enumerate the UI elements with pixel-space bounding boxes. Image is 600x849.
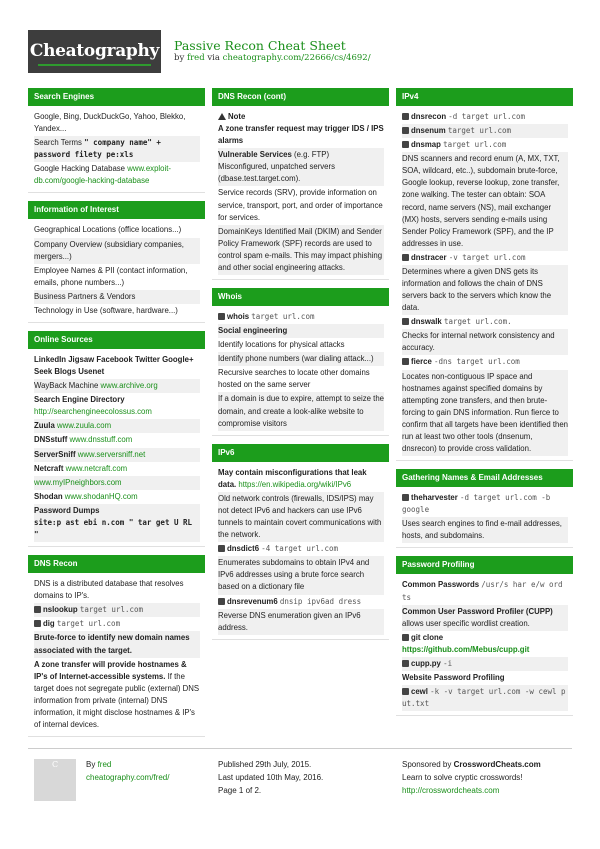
code: -4 target url.com	[261, 544, 338, 554]
list-item	[34, 448, 200, 462]
list-item: Identify locations for physical attacks	[218, 340, 345, 350]
footer-author	[86, 759, 169, 785]
list-item	[218, 595, 384, 609]
item-text: allows user specific wordlist creation.	[402, 618, 530, 628]
updated-date: Last updated 10th May, 2016.	[218, 772, 324, 782]
command: dnsenum	[411, 126, 446, 136]
header	[28, 30, 572, 80]
command: dig	[43, 619, 55, 629]
item-text: (e.g. FTP)	[294, 150, 330, 160]
item-label: Search Terms	[34, 138, 82, 148]
author-link[interactable]: fred	[186, 53, 205, 63]
item-label: WayBack Machine	[34, 381, 99, 391]
page-number: Page 1 of 2.	[218, 785, 262, 795]
shodan-link[interactable]: www.shodanHQ.com	[64, 491, 138, 501]
list-item: Business Partners & Vendors	[34, 290, 200, 304]
code: target url.com	[447, 126, 512, 136]
terminal-icon	[218, 598, 225, 605]
section-title: Password Profiling	[396, 556, 573, 574]
section-title: Gathering Names & Email Addresses	[396, 469, 573, 487]
terminal-icon	[402, 113, 409, 120]
terminal-icon	[402, 494, 409, 501]
item-label: Shodan	[34, 491, 63, 501]
list-item	[34, 433, 200, 447]
item-label: Search Engine Directory	[34, 395, 125, 405]
command: dnsmap	[411, 140, 441, 150]
command: cupp.py	[411, 658, 441, 668]
list-item	[34, 379, 200, 393]
terminal-icon	[402, 254, 409, 261]
ipv6-wiki-link[interactable]: https://en.wikipedia.org/wiki/IPv6	[238, 479, 352, 489]
section-online-sources	[28, 331, 205, 547]
list-item	[218, 148, 384, 186]
list-item	[34, 603, 200, 617]
footer-sponsor	[402, 759, 541, 797]
warning-icon	[218, 113, 226, 120]
list-item	[402, 315, 568, 329]
page-title: Passive Recon Cheat Sheet	[174, 38, 346, 53]
section-title: IPv6	[212, 444, 389, 462]
item-label: git clone	[411, 632, 444, 642]
section-title: Search Engines	[28, 88, 205, 106]
myipneighbors-link[interactable]: www.myIPneighbors.com	[34, 477, 122, 487]
list-item	[34, 136, 200, 162]
published-date: Published 29th July, 2015.	[218, 760, 312, 769]
terminal-icon	[34, 620, 41, 627]
item-label: Netcraft	[34, 463, 64, 473]
list-item: Locates non-contiguous IP space and hostnames against specified domains by attempting zone transfers, and then brute-forcing to gain DNS information. Run fierce to confirm that all targets have been identified then run at least two other tools (dnsenum, dnsrecon) to provide cross validation.	[402, 370, 568, 457]
list-item: Identify phone numbers (war dialing attack...)	[218, 352, 384, 366]
note-item	[218, 110, 384, 148]
item-label: Password Dumps	[34, 505, 100, 515]
item-label: DNSstuff	[34, 435, 68, 445]
item-label: Zuula	[34, 421, 55, 431]
terminal-icon	[402, 660, 409, 667]
footer	[28, 748, 572, 808]
list-item	[402, 355, 568, 369]
footer-author-link[interactable]: fred	[97, 760, 112, 769]
code: /usr/s har e/w ord ts	[402, 580, 563, 602]
searchengine-link[interactable]: http://searchengineecolossus.com	[34, 407, 152, 417]
item-label: Common User Password Profiler (CUPP)	[402, 606, 553, 616]
item-label: A zone transfer will provide hostnames & IP's of Internet-accessible systems.	[34, 659, 187, 681]
item-label: Vulnerable Services	[218, 150, 292, 160]
command: dnswalk	[411, 317, 442, 327]
list-item: If a domain is due to expire, attempt to seize the domain, and create a look-alike website to compromise visitors	[218, 392, 384, 430]
sponsor-name: CrosswordCheats.com	[453, 760, 541, 769]
column-3	[396, 88, 573, 724]
list-item	[402, 578, 568, 604]
note-label: Note	[228, 112, 246, 121]
by-label: By	[86, 760, 96, 769]
code: target url.com	[79, 605, 144, 615]
note-text: A zone transfer request may trigger IDS / IPS alarms	[218, 124, 384, 146]
list-item: Website Password Profiling	[402, 672, 505, 682]
list-item	[34, 490, 200, 504]
section-password-profiling	[396, 556, 573, 716]
code: -d target url.com -b google	[402, 493, 551, 515]
list-item	[34, 462, 200, 476]
section-ipv4	[396, 88, 573, 461]
ghdb-link[interactable]: www.exploit-db.com/google-hacking-database	[34, 164, 171, 186]
list-item	[218, 542, 384, 556]
list-item	[402, 251, 568, 265]
list-item	[34, 617, 200, 631]
code: -d target url.com	[448, 112, 526, 121]
section-whois	[212, 288, 389, 436]
sponsor-line	[402, 759, 541, 772]
section-ipv6	[212, 444, 389, 640]
list-item: Uses search engines to find e-mail addresses, hosts, and subdomains.	[402, 517, 568, 543]
item-label: Common Passwords	[402, 580, 480, 590]
list-item	[34, 419, 200, 433]
item-label: May contain misconfigurations that leak data.	[218, 467, 367, 489]
list-item	[34, 504, 200, 542]
command: cewl	[411, 687, 428, 697]
list-item: Geographical Locations (office locations...)	[34, 225, 182, 235]
list-item: Determines where a given DNS gets its information and follows the chain of DNS servers back to the servers which know the data.	[402, 265, 568, 315]
list-item	[34, 658, 200, 732]
list-item: Brute-force to identify new domain names associated with the target.	[34, 631, 200, 657]
list-item	[34, 393, 200, 419]
command: fierce	[411, 357, 432, 367]
list-item	[34, 476, 200, 490]
command: dnstracer	[411, 252, 447, 262]
list-item	[34, 162, 200, 188]
section-title: Information of Interest	[28, 201, 205, 219]
list-item	[402, 138, 568, 152]
section-title: DNS Recon (cont)	[212, 88, 389, 106]
command: dnsrevenum6	[227, 596, 278, 606]
list-item	[402, 685, 568, 711]
command: dnsdict6	[227, 544, 260, 554]
section-title: Online Sources	[28, 331, 205, 349]
list-item: Technology in Use (software, hardware...)	[34, 305, 178, 315]
section-title: DNS Recon	[28, 555, 205, 573]
code: dnsip ipv6ad dress	[279, 596, 362, 606]
list-item	[218, 310, 384, 324]
netcraft-link[interactable]: www.netcraft.com	[65, 463, 128, 473]
sheet-url-link[interactable]: cheatography.com/22666/cs/4692/	[222, 53, 371, 63]
code: -v target url.com	[448, 252, 526, 262]
list-item	[402, 110, 568, 124]
logo[interactable]	[28, 30, 161, 73]
list-item	[402, 657, 568, 671]
list-item: Service records (SRV), provide information on service, transport, port, and order of importance for services.	[218, 188, 383, 222]
list-item: Employee Names & PII (contact information, emails, phone numbers...)	[34, 265, 188, 287]
list-item: Checks for internal network consistency and accuracy.	[402, 329, 568, 355]
section-title: IPv4	[396, 88, 573, 106]
command: whois	[227, 312, 250, 322]
terminal-icon	[218, 545, 225, 552]
column-2	[212, 88, 389, 648]
terminal-icon	[402, 688, 409, 695]
sponsor-prefix: Sponsored by	[402, 760, 452, 769]
command: theharvester	[411, 493, 458, 503]
code: target url.com.	[443, 317, 512, 327]
avatar[interactable]: C	[34, 759, 76, 801]
column-1	[28, 88, 205, 745]
byline	[174, 52, 371, 65]
list-item: Recursive searches to locate other domains hosted on the same server	[218, 368, 370, 390]
list-item: Google, Bing, DuckDuckGo, Yahoo, Blekko, Yandex...	[34, 112, 186, 134]
list-item: Company Overview (subsidiary companies, mergers...)	[34, 238, 200, 264]
list-item	[402, 124, 568, 138]
list-item	[218, 466, 384, 492]
footer-dates	[218, 759, 323, 797]
code: -k -v target url.com -w cewl p ut.txt	[402, 687, 566, 709]
list-item: Enumerates subdomains to obtain IPv4 and IPv6 addresses using a brute force search based on a dictionary file	[218, 556, 384, 594]
list-item	[402, 491, 568, 517]
list-item: Reverse DNS enumeration given an IPv6 address.	[218, 609, 384, 635]
section-title: Whois	[212, 288, 389, 306]
terminal-icon	[402, 358, 409, 365]
list-item	[402, 605, 568, 631]
section-info-interest	[28, 201, 205, 323]
terminal-icon	[218, 313, 225, 320]
list-item: DNS is a distributed database that resolves domains to IP's.	[34, 579, 184, 601]
zuula-link[interactable]: www.zuula.com	[56, 421, 112, 431]
list-item: DomainKeys Identified Mail (DKIM) and Sender Policy Framework (SPF) records are used to control spam e-mails. This may impact phishing and other social engineering attacks.	[218, 225, 384, 275]
section-dns-recon-cont	[212, 88, 389, 280]
code: target url.com	[251, 312, 315, 322]
item-label: Google Hacking Database	[34, 164, 126, 174]
logo-text: Cheatography	[29, 41, 160, 61]
command: dnsrecon	[411, 112, 447, 121]
code: -dns target url.com	[433, 357, 520, 367]
wayback-link[interactable]: www.archive.org	[100, 381, 158, 391]
list-item: LinkedIn Jigsaw Facebook Twitter Google+ Seek Blogs Usenet	[34, 355, 194, 377]
item-text: Misconfigured, unpatched servers (dbase.test.target.com).	[218, 162, 336, 184]
logo-underline	[38, 64, 151, 66]
terminal-icon	[402, 127, 409, 134]
serversniff-link[interactable]: www.serversniff.net	[77, 449, 146, 459]
terminal-icon	[402, 318, 409, 325]
item-label: ServerSniff	[34, 449, 76, 459]
sponsor-tagline: Learn to solve cryptic crosswords!	[402, 772, 523, 782]
code: target url.com	[56, 619, 121, 629]
cupp-git-link[interactable]: https://github.com/Mebus/cupp.git	[402, 644, 530, 654]
code: " company name" + password filety pe:xls	[34, 138, 161, 160]
section-dns-recon	[28, 555, 205, 737]
code: target url.com	[443, 140, 507, 150]
list-item: Social engineering	[218, 324, 384, 338]
terminal-icon	[402, 141, 409, 148]
section-gathering	[396, 469, 573, 548]
list-item: Old network controls (firewalls, IDS/IPS) may not detect IPv6 and hackers can use IPv6 tunnels to maintain covert communications with the network.	[218, 492, 384, 542]
code: site:p ast ebi n.com " tar get U RL "	[34, 517, 193, 540]
dnsstuff-link[interactable]: www.dnsstuff.com	[69, 435, 133, 445]
list-item	[402, 631, 568, 657]
command: nslookup	[43, 605, 78, 615]
code: -i	[443, 658, 453, 668]
list-item: DNS scanners and record enum (A, MX, TXT, SOA, wildcard, etc..), subdomain brute-force, Google lookup, reverse lookup, zone transfer, zone walking. The tester can obtain: SOA record, name servers (NS), mail exchanger (MX) hosts, servers sending e-mails using Sender Policy Framework (SPF), and the IP addresses in use.	[402, 152, 568, 251]
item-text: If the target does not segregate public (external) DNS information from private (internal) DNS information, it might disclose hostnames & IP's of internal devices.	[34, 671, 200, 729]
sponsor-link[interactable]: http://crosswordcheats.com	[402, 785, 500, 795]
terminal-icon	[402, 634, 409, 641]
by-label: by	[174, 53, 185, 63]
terminal-icon	[34, 606, 41, 613]
section-search-engines	[28, 88, 205, 193]
by-line	[86, 759, 169, 772]
footer-author-url[interactable]: cheatography.com/fred/	[86, 772, 170, 782]
via-label: via	[207, 53, 220, 63]
